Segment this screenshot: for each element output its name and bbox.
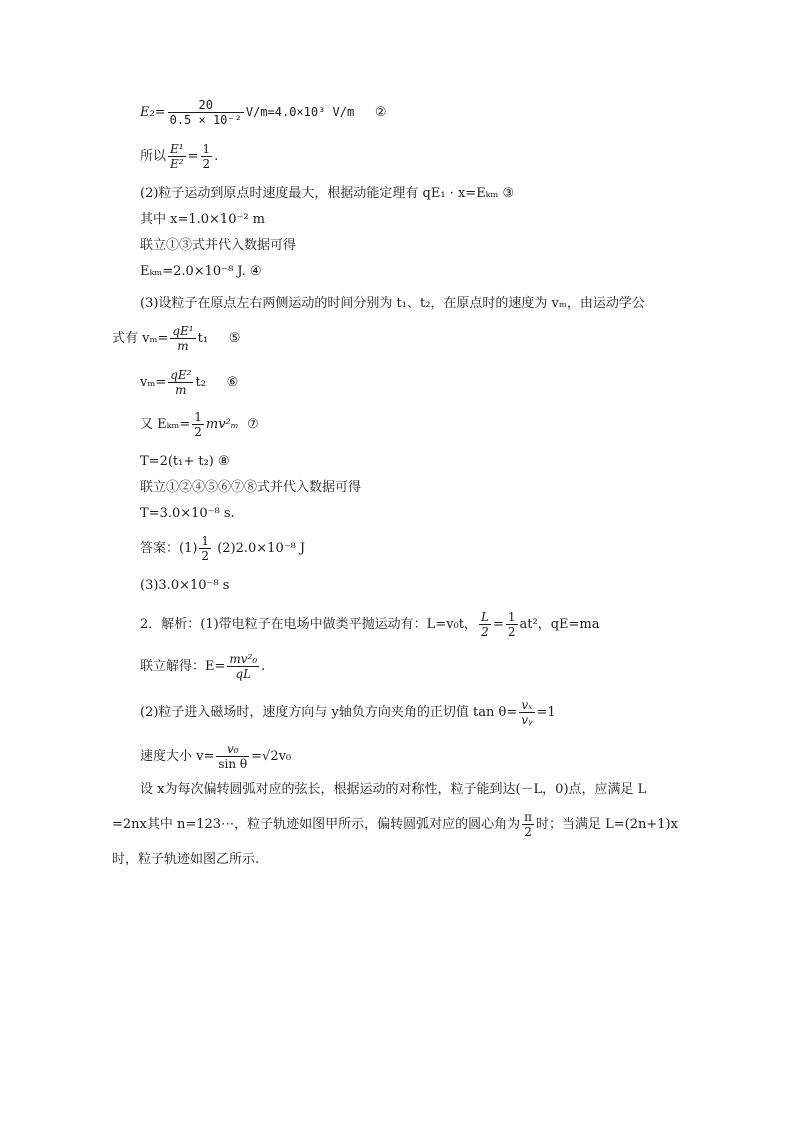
text-line-22: 时，粒子轨迹如图乙所示. xyxy=(112,852,260,867)
equation-6: vₘ= $\frac{\text{qE²}}{m}$ t₂ ⑥ xyxy=(140,368,239,397)
text-line-15: (3)3.0×10⁻⁸ s xyxy=(140,578,230,593)
text-line-6: Eₖₘ=2.0×10⁻⁸ J. ④ xyxy=(140,264,262,279)
ratio-line: 所以 $\frac{\text{E¹}}{\text{E²}}$ = $\frac{1}{2}$ . xyxy=(140,142,219,171)
equation-8: T=2(t₁+ t₂) ⑧ xyxy=(140,454,230,469)
equation-e: 联立解得：E= $\frac{\text{mv²₀}}{qL}$ . xyxy=(140,652,266,681)
text-line-21: =2nx其中 n=123⋯，粒子轨迹如图甲所示，偏转圆弧对应的圆心角为 $\frac{\pi}{2}$ 时；当满足 L=(2n+1)x xyxy=(112,810,678,839)
answer-line: 答案：(1) $\frac{1}{2}$ (2)2.0×10⁻⁸ J xyxy=(140,534,306,563)
text-line-5: 联立①③式并代入数据可得 xyxy=(140,238,297,253)
equation-speed: 速度大小 v= $\frac{\text{v₀}}{\text{sin θ}}$ =√2v₀ xyxy=(140,742,292,771)
text-line-13: T=3.0×10⁻⁸ s. xyxy=(140,506,235,521)
text-line-3: (2)粒子运动到原点时速度最大，根据动能定理有 qE₁ · x=Eₖₘ ③ xyxy=(140,186,515,201)
text-line-12: 联立①②④⑤⑥⑦⑧式并代入数据可得 xyxy=(140,480,362,495)
equation-7: 又 Eₖₘ= $\frac{1}{2}$ mv²ₘ ⑦ xyxy=(140,410,259,439)
equation-e2: E₂= $\frac{20}{\text{0.5 × 10⁻²}}$ V/m=4.0×10³ V/m ② xyxy=(140,98,387,127)
equation-tan: (2)粒子进入磁场时，速度方向与 y轴负方向夹角的正切值 tan θ= $\frac{\text{vₓ}}{\text{vᵧ}}$ =1 xyxy=(140,698,556,727)
fraction: $\frac{20}{\text{0.5 × 10⁻²}}$ xyxy=(169,98,242,127)
equation-5: 式有 vₘ= $\frac{\text{qE¹}}{m}$ t₁ ⑤ xyxy=(112,324,241,353)
equation-q2: 2．解析：(1)带电粒子在电场中做类平抛运动有：L=v₀t， $\frac{L}{2}$ = $\frac{1}{2}$ at²，qE=ma xyxy=(140,610,600,639)
text-line-20: 设 x为每次偏转圆弧对应的弦长，根据运动的对称性，粒子能到达(－L，0)点，应满足 L xyxy=(140,782,647,797)
text-line-4: 其中 x=1.0×10⁻² m xyxy=(140,212,265,227)
text-line-7: (3)设粒子在原点左右两侧运动的时间分别为 t₁、t₂，在原点时的速度为 vₘ，由运动学公 xyxy=(140,296,645,311)
